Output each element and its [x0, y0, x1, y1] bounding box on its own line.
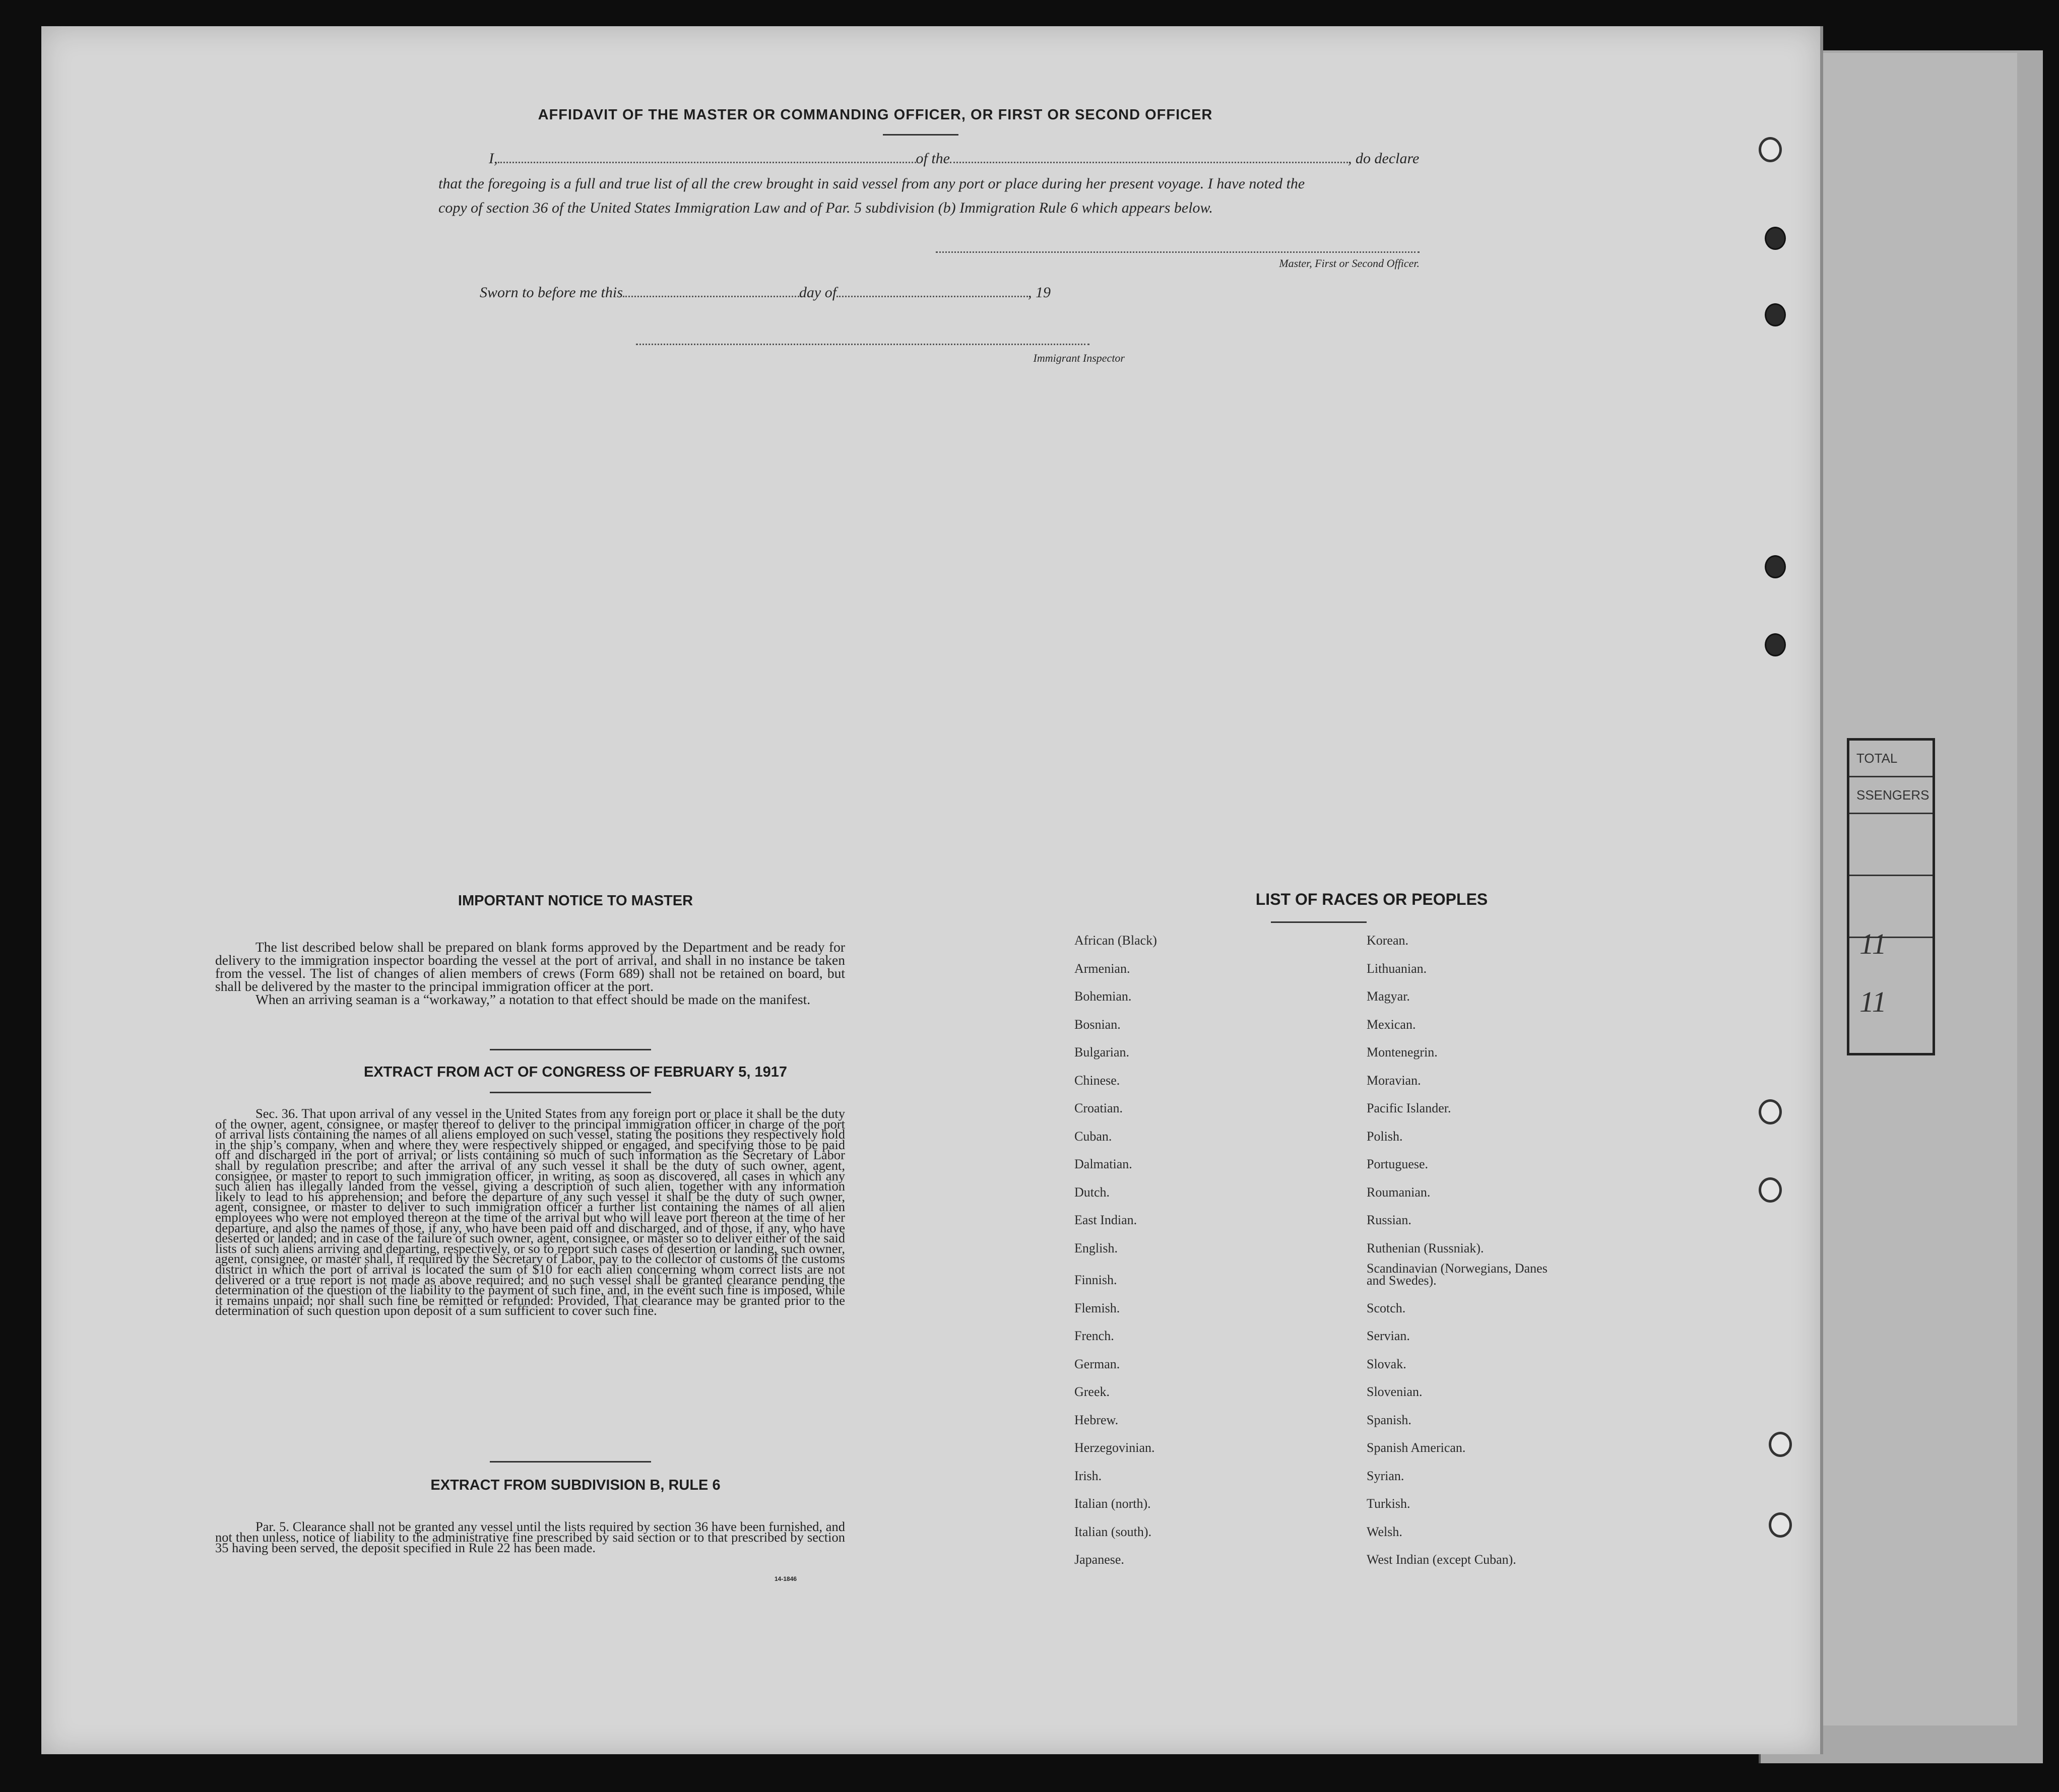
rule6-heading: EXTRACT FROM SUBDIVISION B, RULE 6 — [430, 1477, 721, 1493]
notice-paragraph-1: The list described below shall be prepared on blank forms approved by the Department and be ready for delivery to the immigration inspector boarding the vessel at the port of arrival, and shall in no instance be taken from the vessel. The list of changes of alien members of crews (Form 689) shall not be retained on board, but shall be delivered by the master to the principal immigration officer at the port. — [215, 939, 845, 994]
race-entry: Turkish. — [1367, 1496, 1410, 1511]
month-blank — [837, 296, 1028, 297]
divider — [490, 1461, 651, 1463]
affidavit-line-3: copy of section 36 of the United States Immigration Law and of Par. 5 subdivision (b) Immigration Rule 6 which appears below. — [438, 200, 1213, 216]
race-entry: Spanish American. — [1367, 1440, 1466, 1455]
race-entry: West Indian (except Cuban). — [1367, 1552, 1516, 1567]
inspector-signature-line — [636, 343, 1089, 345]
race-entry: Slovak. — [1367, 1356, 1406, 1371]
notice-text — [215, 941, 845, 1006]
race-entry: Chinese. — [1074, 1073, 1120, 1088]
race-entry: Dalmatian. — [1074, 1157, 1132, 1171]
year-label: , 19 — [1028, 284, 1051, 301]
race-entry: Armenian. — [1074, 961, 1130, 976]
race-entry: Scotch. — [1367, 1300, 1406, 1315]
i-label: I, — [489, 150, 498, 167]
affidavit-line-2: that the foregoing is a full and true list of all the crew brought in said vessel from any port or place during her present voyage. I have noted the — [438, 175, 1305, 192]
of-the-label: of the — [916, 150, 950, 167]
notice-paragraph-2: When an arriving seaman is a “workaway,” a notation to that effect should be made on the manifest. — [255, 991, 811, 1007]
race-entry: German. — [1074, 1356, 1120, 1371]
divider — [1271, 921, 1367, 923]
officer-label: Master, First or Second Officer. — [1279, 257, 1420, 270]
vessel-blank — [950, 162, 1348, 163]
race-entry: Lithuanian. — [1367, 961, 1427, 976]
race-entry: Portuguese. — [1367, 1157, 1429, 1171]
race-entry: Croatian. — [1074, 1101, 1123, 1115]
notice-heading: IMPORTANT NOTICE TO MASTER — [458, 893, 693, 909]
tally-mark: 11 — [1859, 927, 1887, 960]
race-entry: Italian (south). — [1074, 1524, 1152, 1539]
tally-mark: 11 — [1859, 985, 1887, 1018]
race-entry: Italian (north). — [1074, 1496, 1151, 1511]
officer-signature-line — [936, 250, 1420, 253]
inspector-label: Immigrant Inspector — [1033, 352, 1125, 364]
race-entry: French. — [1074, 1329, 1114, 1343]
race-entry: Cuban. — [1074, 1129, 1112, 1144]
section-36-paragraph: Sec. 36. That upon arrival of any vessel in the United States from any foreign port or place it shall be the duty of the owner, agent, consignee, or master thereof to deliver to the principal immigration officer in charge of the port of arrival lists containing the names of all aliens employed on such vessel, stating the positions they respectively hold in the ship’s company, when and where they were respectively shipped or engaged, and specifying those to be paid off and discharged in the port of arrival; or lists containing so much of such information as the Secretary of Labor shall by regulation prescribe; and after the arrival of any such vessel it shall be the duty of such owner, agent, consignee, or master to report to such immigration officer, in writing, as soon as discovered, all cases in which any such alien has illegally landed from the vessel, giving a description of such alien, together with any information likely to lead to his apprehension; and before the departure of any such vessel it shall be the duty of such owner, agent, consignee, or master to deliver to such immigration officer a further list containing the names of all alien employees who were not employed thereon at the time of the arrival but who will leave port thereon at the time of her departure, and also the names of those, if any, who have been paid off and discharged, and of those, if any, who have deserted or landed; and in case of the failure of such owner, agent, consignee, or master so to deliver either of the said lists of such aliens arriving and departing, respectively, or so to report such cases of desertion or landing, such owner, agent, consignee, or master shall, if required by the Secretary of Labor, pay to the collector of customs of the customs district in which the port of arrival is located the sum of $10 for each alien concerning whom correct lists are not delivered or a true report is not made as above required; and no such vessel shall be granted clearance pending the determination of the question of the liability to the payment of such fine, and, in the event such fine is imposed, while it remains unpaid; nor shall such fine be remitted or refunded: Provided, That clearance may be granted prior to the determination of such question upon deposit of a sum sufficient to cover such fine. — [215, 1106, 845, 1318]
binder-hole — [1765, 303, 1786, 326]
act-text — [215, 1108, 845, 1316]
affidavit-line-1 — [489, 150, 1419, 167]
binder-hole — [1759, 1177, 1782, 1203]
race-entry: African (Black) — [1074, 933, 1157, 948]
binder-hole — [1769, 1432, 1792, 1457]
total-passengers-box — [1847, 738, 1935, 1055]
day-of-label: day of — [799, 284, 837, 301]
race-entry: Servian. — [1367, 1329, 1410, 1343]
divider — [490, 1049, 651, 1050]
race-entry: Roumanian. — [1367, 1184, 1431, 1200]
box-label-passengers: SSENGERS — [1849, 777, 1933, 814]
day-blank — [623, 296, 799, 297]
race-entry: Japanese. — [1074, 1552, 1124, 1567]
race-entry: Bosnian. — [1074, 1017, 1121, 1032]
divider — [883, 134, 958, 136]
race-entry: English. — [1074, 1240, 1118, 1255]
par-5-paragraph: Par. 5. Clearance shall not be granted any vessel until the lists required by section 36 have been furnished, and not then unless, notice of liability to the administrative fine prescribed by said section or to that prescribed by section 35 having been served, the deposit specified in Rule 22 has been made. — [215, 1519, 845, 1555]
race-entry: Herzegovinian. — [1074, 1440, 1155, 1455]
binder-hole — [1759, 1099, 1782, 1124]
race-entry: Moravian. — [1367, 1073, 1421, 1088]
race-entry: Irish. — [1074, 1468, 1102, 1483]
binder-hole — [1769, 1512, 1792, 1538]
race-entry: East Indian. — [1074, 1213, 1137, 1227]
sworn-line — [480, 284, 1051, 301]
binder-hole — [1765, 555, 1786, 578]
race-entry: Welsh. — [1367, 1524, 1402, 1539]
sworn-label: Sworn to before me this — [480, 284, 623, 301]
binder-hole — [1759, 137, 1782, 162]
declare-label: , do declare — [1348, 150, 1420, 167]
race-entry: Scandinavian (Norwegians, Danes and Swedes). — [1367, 1261, 1548, 1288]
race-entry: Mexican. — [1367, 1017, 1416, 1032]
race-entry: Flemish. — [1074, 1300, 1120, 1315]
race-entry: Russian. — [1367, 1213, 1411, 1227]
race-entry: Montenegrin. — [1367, 1045, 1438, 1059]
box-label-total: TOTAL — [1849, 741, 1933, 777]
race-entry: Syrian. — [1367, 1468, 1404, 1483]
races-heading: LIST OF RACES OR PEOPLES — [1255, 890, 1488, 908]
race-entry: Greek. — [1074, 1384, 1110, 1399]
name-blank — [498, 162, 916, 163]
form-number: 14-1846 — [775, 1575, 797, 1582]
binder-hole — [1765, 633, 1786, 656]
binder-hole — [1765, 227, 1786, 250]
race-entry: Polish. — [1367, 1129, 1403, 1144]
box-row — [1849, 814, 1933, 876]
affidavit-heading: AFFIDAVIT OF THE MASTER OR COMMANDING OFFICER, OR FIRST OR SECOND OFFICER — [538, 107, 1213, 123]
manifest-back-page — [41, 26, 1823, 1754]
race-entry: Bohemian. — [1074, 989, 1132, 1004]
race-entry: Finnish. — [1074, 1273, 1117, 1287]
race-entry: Ruthenian (Russniak). — [1367, 1240, 1484, 1255]
rule6-text — [215, 1521, 845, 1553]
race-entry: Dutch. — [1074, 1184, 1110, 1200]
race-entry: Hebrew. — [1074, 1412, 1119, 1427]
race-entry: Korean. — [1367, 933, 1409, 948]
race-entry: Slovenian. — [1367, 1384, 1423, 1399]
race-entry: Spanish. — [1367, 1412, 1411, 1427]
race-entry: Pacific Islander. — [1367, 1101, 1451, 1115]
act-heading: EXTRACT FROM ACT OF CONGRESS OF FEBRUARY 5, 1917 — [363, 1064, 788, 1080]
race-entry: Bulgarian. — [1074, 1045, 1130, 1059]
race-entry: Magyar. — [1367, 989, 1410, 1004]
divider — [490, 1092, 651, 1093]
